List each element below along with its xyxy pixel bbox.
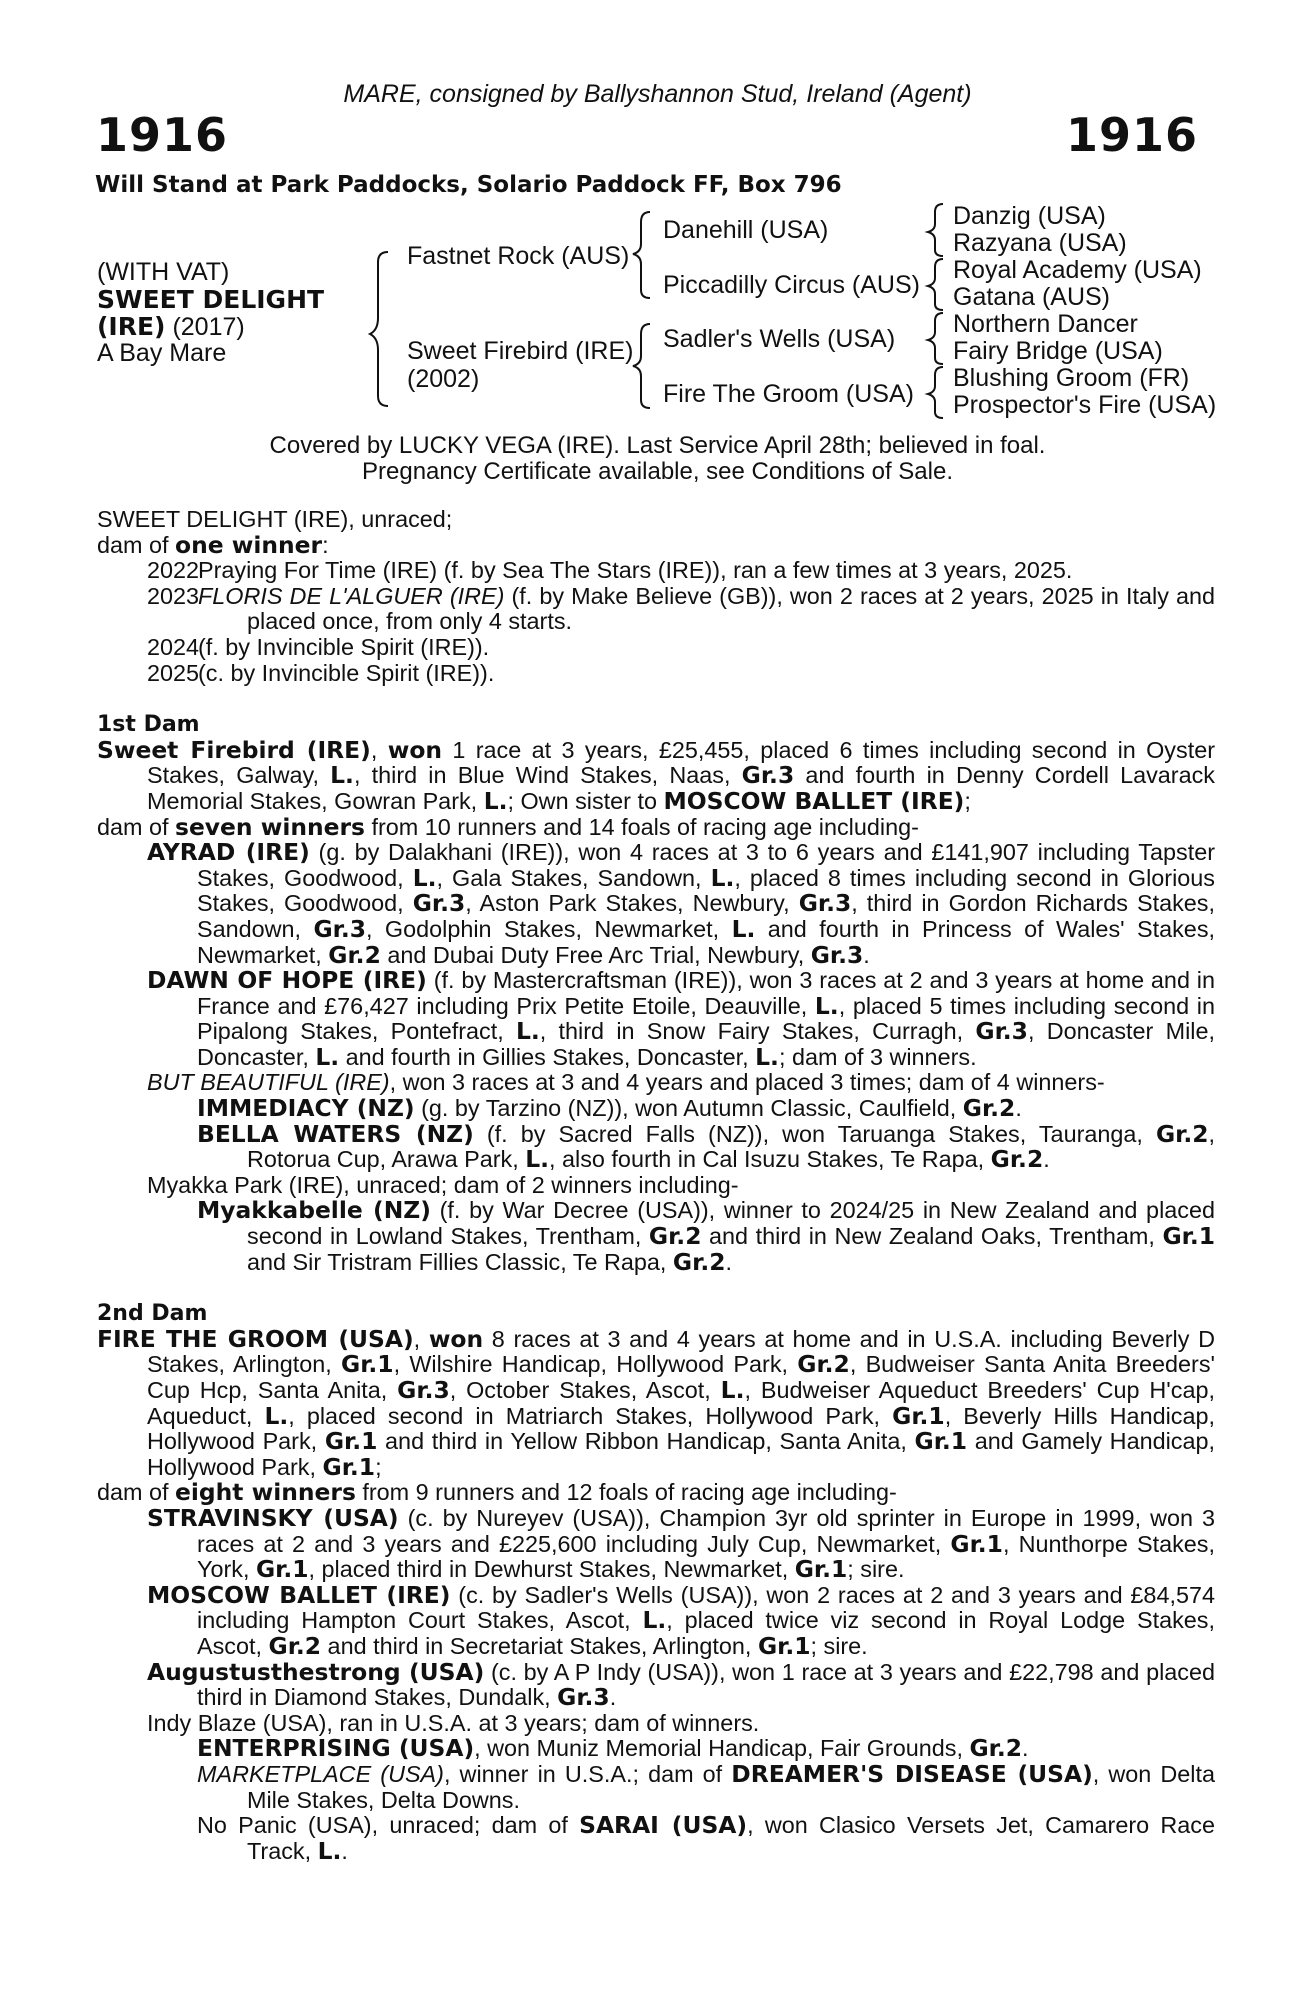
- produce-row: 2022Praying For Time (IRE) (f. by Sea The Stars (IRE)), ran a few times at 3 years, 2025.: [147, 557, 1073, 584]
- covering-details: [0, 433, 1315, 485]
- progeny-dawn-of-hope: DAWN OF HOPE (IRE) (f. by Mastercraftsman (IRE)), won 3 races at 2 and 3 years at home and in France and £76,427 including Prix Petite Etoile, Deauville, L., placed 5 times including second in Pipalong Stakes, Pontefract, L., third in Snow Fairy Stakes, Curragh, Gr.3, Doncaster Mile, Doncaster, L. and fourth in Gillies Stakes, Doncaster, L.; dam of 3 winners.: [147, 966, 1215, 1071]
- brace-sire: [633, 212, 650, 298]
- first-dam-dam-of: dam of seven winners from 10 runners and 14 foals of racing age including-: [97, 812, 919, 841]
- horse-name: SWEET DELIGHT: [97, 285, 325, 314]
- lot-number-right: 1916: [1065, 108, 1198, 162]
- stand-location: Will Stand at Park Paddocks, Solario Paddock FF, Box 796: [95, 172, 842, 198]
- consignor-line: MARE, consigned by Ballyshannon Stud, Ireland (Agent): [343, 80, 972, 108]
- progeny-stravinsky: STRAVINSKY (USA) (c. by Nureyev (USA)), Champion 3yr old sprinter in Europe in 1999, won 3 races at 2 and 3 years and £225,600 including July Cup, Newmarket, Gr.1, Nunthorpe Stakes, York, Gr.1, placed third in Dewhurst Stakes, Newmarket, Gr.1; sire.: [147, 1503, 1215, 1584]
- grandprogeny-no-panic: No Panic (USA), unraced; dam of SARAI (USA), won Clasico Versets Jet, Camarero Race Track, L..: [197, 1811, 1215, 1865]
- sire-dam-dam: Gatana (AUS): [953, 283, 1111, 311]
- dam-dam-dam: Prospector's Fire (USA): [953, 391, 1217, 419]
- brace-sd: [928, 259, 943, 310]
- dam-dam: Fire The Groom (USA): [663, 380, 914, 408]
- grandprogeny-marketplace: MARKETPLACE (USA), winner in U.S.A.; dam of DREAMER'S DISEASE (USA), won Delta Mile Stakes, Delta Downs.: [197, 1759, 1216, 1813]
- grandprogeny-bella-waters: BELLA WATERS (NZ) (f. by Sacred Falls (NZ)), won Taruanga Stakes, Tauranga, Gr.2, Rotorua Cup, Arawa Park, L., also fourth in Cal Isuzu Stakes, Te Rapa, Gr.2.: [197, 1119, 1215, 1174]
- brace-main: [370, 252, 388, 406]
- produce-dam-of: dam of one winner:: [97, 530, 329, 559]
- covering-line: Covered by LUCKY VEGA (IRE). Last Service April 28th; believed in foal.: [269, 432, 1046, 459]
- dam-name: Sweet Firebird (IRE): [407, 337, 634, 365]
- progeny-indy-blaze: Indy Blaze (USA), ran in U.S.A. at 3 years; dam of winners.: [147, 1709, 760, 1736]
- horse-country-year: (IRE) (2017): [97, 312, 245, 341]
- dam-sire-dam: Fairy Bridge (USA): [953, 337, 1163, 365]
- brace-dam: [633, 324, 650, 408]
- dam-sire: Sadler's Wells (USA): [663, 325, 896, 353]
- pregnancy-line: Pregnancy Certificate available, see Conditions of Sale.: [362, 458, 953, 485]
- sire-sire-dam: Razyana (USA): [953, 229, 1127, 257]
- progeny-augustusthestrong: Augustusthestrong (USA) (c. by A P Indy (USA)), won 1 race at 3 years and £22,798 and placed third in Diamond Stakes, Dundalk, Gr.3.: [147, 1657, 1215, 1712]
- produce-row: 2023FLORIS DE L'ALGUER (IRE) (f. by Make Believe (GB)), won 2 races at 2 years, 2025 in Italy and placed once, from only 4 starts.: [147, 582, 1215, 635]
- progeny-ayrad: AYRAD (IRE) (g. by Dalakhani (IRE)), won 4 races at 3 to 6 years and £141,907 including Tapster Stakes, Goodwood, L., Gala Stakes, Sandown, L., placed 8 times including second in Glorious Stakes, Goodwood, Gr.3, Aston Park Stakes, Newbury, Gr.3, third in Gordon Richards Stakes, Sandown, Gr.3, Godolphin Stakes, Newmarket, L. and fourth in Princess of Wales' Stakes, Newmarket, Gr.2 and Dubai Duty Free Arc Trial, Newbury, Gr.3.: [147, 838, 1216, 969]
- dam-sire-sire: Northern Dancer: [953, 310, 1138, 338]
- second-dam-heading: 2nd Dam: [97, 1301, 208, 1327]
- brace-ds: [928, 313, 943, 364]
- produce-row: 2025(c. by Invincible Spirit (IRE)).: [147, 659, 495, 686]
- produce-intro: SWEET DELIGHT (IRE), unraced;: [97, 506, 453, 532]
- sire-name: Fastnet Rock (AUS): [407, 242, 630, 270]
- catalogue-body: [97, 507, 1215, 1864]
- lot-number-left: 1916: [96, 108, 229, 162]
- vat-note: (WITH VAT): [97, 258, 230, 286]
- horse-description: A Bay Mare: [97, 339, 227, 367]
- grandprogeny-immediacy: IMMEDIACY (NZ) (g. by Tarzino (NZ)), won Autumn Classic, Caulfield, Gr.2.: [197, 1094, 1022, 1123]
- sire-sire: Danehill (USA): [663, 216, 829, 244]
- first-dam-heading: 1st Dam: [97, 712, 200, 738]
- dam-year: (2002): [407, 365, 480, 393]
- sire-dam-sire: Royal Academy (USA): [953, 256, 1202, 284]
- produce-row: 2024(f. by Invincible Spirit (IRE)).: [147, 633, 490, 660]
- brace-dd: [928, 367, 943, 418]
- grandprogeny-myakkabelle: Myakkabelle (NZ) (f. by War Decree (USA)), winner to 2024/25 in New Zealand and placed second in Lowland Stakes, Trentham, Gr.2 and third in New Zealand Oaks, Trentham, Gr.1 and Sir Tristram Fillies Classic, Te Rapa, Gr.2.: [197, 1196, 1215, 1276]
- second-dam-dam-of: dam of eight winners from 9 runners and 12 foals of racing age including-: [97, 1478, 897, 1507]
- brace-ss: [928, 204, 943, 256]
- grandprogeny-enterprising: ENTERPRISING (USA), won Muniz Memorial Handicap, Fair Grounds, Gr.2.: [197, 1734, 1029, 1763]
- dam-dam-sire: Blushing Groom (FR): [953, 364, 1190, 392]
- sire-dam: Piccadilly Circus (AUS): [663, 271, 920, 299]
- second-dam-record: FIRE THE GROOM (USA), won 8 races at 3 and 4 years at home and in U.S.A. including Beverly D Stakes, Arlington, Gr.1, Wilshire Handicap, Hollywood Park, Gr.2, Budweiser Santa Anita Breeders' Cup Hcp, Santa Anita, Gr.3, October Stakes, Ascot, L., Budweiser Aqueduct Breeders' Cup H'cap, Aqueduct, L., placed second in Matriarch Stakes, Hollywood Park, Gr.1, Beverly Hills Handicap, Hollywood Park, Gr.1 and third in Yellow Ribbon Handicap, Santa Anita, Gr.1 and Gamely Handicap, Hollywood Park, Gr.1;: [97, 1324, 1216, 1481]
- sire-sire-sire: Danzig (USA): [953, 202, 1106, 230]
- first-dam-record: Sweet Firebird (IRE), won 1 race at 3 years, £25,455, placed 6 times including second in Oyster Stakes, Galway, L., third in Blue Wind Stakes, Naas, Gr.3 and fourth in Denny Cordell Lavarack Memorial Stakes, Gowran Park, L.; Own sister to MOSCOW BALLET (IRE);: [97, 735, 1215, 815]
- progeny-myakka-park: Myakka Park (IRE), unraced; dam of 2 winners including-: [147, 1171, 739, 1198]
- progeny-moscow-ballet: MOSCOW BALLET (IRE) (c. by Sadler's Wells (USA)), won 2 races at 2 and 3 years and £84,574 including Hampton Court Stakes, Ascot, L., placed twice viz second in Royal Lodge Stakes, Ascot, Gr.2 and third in Secretariat Stakes, Arlington, Gr.1; sire.: [147, 1580, 1215, 1660]
- progeny-but-beautiful: BUT BEAUTIFUL (IRE), won 3 races at 3 and 4 years and placed 3 times; dam of 4 winners-: [147, 1069, 1105, 1096]
